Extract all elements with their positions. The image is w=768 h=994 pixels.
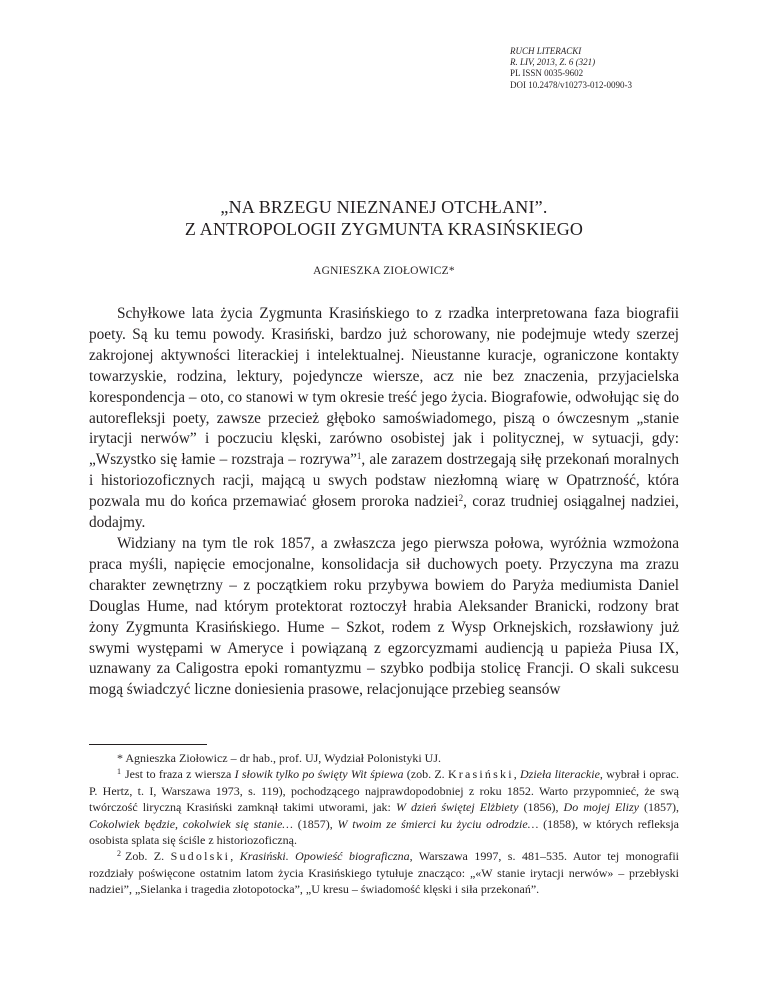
- fn1-text: (1857),: [292, 816, 338, 831]
- fn1-text: , wybrał i oprac. P. Hertz, t. I, Warszawa 1973, s. 119), pochodzącego najprawdopodobniej z roku 1852. Warto przypomnieć, że swą twórczość liryczną Krasiński zamknął takimi utworami, jak:: [89, 767, 679, 815]
- fn1-title: W twoim ze śmierci ku życiu odrodzie…: [337, 816, 539, 831]
- fn1-text: (1856),: [518, 800, 564, 815]
- fn2-text: Zob. Z.: [125, 849, 171, 864]
- paragraph-2: Widziany na tym tle rok 1857, a zwłaszcza jego pierwsza połowa, wyróżnia wzmożona praca myśli, napięcie emocjonalne, konsolidacja sił duchowych poety. Przyczyna ma zrazu charakter zewnętrzny – z początkiem roku przybywa bowiem do Paryża mediumista Daniel Douglas Hume, nad którym protektorat roztoczył hrabia Aleksander Branicki, rodzony brat żony Zygmunta Krasińskiego. Hume – Szkot, rodem z Wysp Orknejskich, rozsławiony już swymi występami w Ameryce i powiązaną z egzorcyzmami audiencją u papieża Piusa IX, uznawany za Caligostra epoki romantyzmu – szybko podbija stolicę Francji. O skali sukcesu mogą świadczyć liczne doniesienia prasowe, relacjonujące przebieg seansów: [89, 534, 679, 699]
- fn1-title: W dzień świętej Elżbiety: [395, 800, 519, 815]
- footnote-divider: [89, 744, 207, 745]
- title-line-1: „NA BRZEGU NIEZNANEJ OTCHŁANI”.: [220, 197, 548, 217]
- footnote-author: * Agnieszka Ziołowicz – dr hab., prof. UJ, Wydział Polonistyki UJ.: [117, 751, 442, 765]
- fn1-title: Dzieła literackie: [520, 767, 600, 782]
- fn1-text: (1858), w których refleksja osobista splata się ściśle z historiozoficzną.: [89, 816, 679, 848]
- fn1-text: (zob. Z.: [403, 767, 448, 782]
- author-name: AGNIESZKA ZIOŁOWICZ: [313, 265, 449, 277]
- fn1-text: ,: [513, 767, 520, 782]
- footnote-1: [89, 766, 679, 848]
- journal-issn: PL ISSN 0035-9602: [510, 68, 584, 79]
- paragraph-1-text-c: , coraz trudniej osiągalnej nadziei, dodajmy.: [89, 493, 679, 532]
- fn1-author: Krasiński: [447, 767, 514, 782]
- fn2-text: ,: [230, 849, 240, 864]
- footnote-ref-1[interactable]: 1: [356, 451, 362, 462]
- title-line-2: Z ANTROPOLOGII ZYGMUNTA KRASIŃSKIEGO: [184, 219, 584, 239]
- footnote-ref-2[interactable]: 2: [458, 493, 464, 504]
- fn2-author: Sudolski: [170, 849, 231, 864]
- footnotes: [89, 750, 679, 898]
- author-footnote-mark: *: [448, 265, 455, 277]
- journal-volume: R. LIV, 2013, Z. 6 (321): [510, 57, 596, 68]
- article-title: [60, 196, 708, 240]
- paragraph-1-text-b: , ale zarazem dostrzegają siłę przekonań moralnych i historiozoficznych racji, mającą u swych podstaw niezłomną wiarę w Opatrzność, która pozwala mu do końca przemawiać głosem proroka nadziei: [89, 451, 679, 511]
- journal-doi: DOI 10.2478/v10273-012-0090-3: [510, 79, 632, 90]
- fn1-title: Cokolwiek będzie, cokolwiek się stanie…: [89, 816, 293, 831]
- fn1-text: Jest to fraza z wiersza: [125, 767, 235, 782]
- paragraph-1-text-a: Schyłkowe lata życia Zygmunta Krasińskiego to z rzadka interpretowana faza biografii poety. Są ku temu powody. Krasiński, bardzo już schorowany, nie podejmuje wtedy szerzej zakrojonej aktywności literackiej i intelektualnej. Nieustanne kuracje, ograniczone kontakty towarzyskie, rodzina, lektury, pojedyncze wiersze, acz nie bez znaczenia, przyjacielska korespondencja – oto, co stanowi w tym okresie treść jego życia. Biografowie, odwołując się do autorefleksji poety, zawsze przecież głęboko samoświadomego, piszą o ówczesnym „stanie irytacji nerwów” i poczuciu klęski, zarówno osobistej jak i politycznej, w sytuacji, gdy: „Wszystko się łamie – rozstraja – rozrywa”: [89, 305, 679, 469]
- fn1-title: I słowik tylko po święty Wit śpiewa: [234, 767, 404, 782]
- journal-name: RUCH LITERACKI: [510, 46, 582, 56]
- fn1-text: (1857),: [638, 800, 680, 815]
- fn1-title: Do mojej Elizy: [563, 800, 639, 815]
- paragraph-1: [89, 304, 679, 534]
- fn2-title: Krasiński. Opowieść biograficzna: [239, 849, 410, 864]
- footnote-1-number: 1: [117, 767, 121, 777]
- journal-header: [510, 46, 632, 91]
- footnote-2-number: 2: [117, 849, 121, 859]
- article-body: [89, 304, 679, 701]
- author-line: [60, 265, 708, 277]
- footnote-2: [89, 848, 679, 897]
- fn2-text: , Warszawa 1997, s. 481–535. Autor tej monografii rozdziały poświęcone ostatnim latom życia Krasińskiego tytułuje znacząco: „«W stanie irytacji nerwów» – przebłyski nadziei”, „Sielanka i tragedia złotopotocka”, „U kresu – świadomość klęski i siła przekonań”.: [89, 849, 679, 897]
